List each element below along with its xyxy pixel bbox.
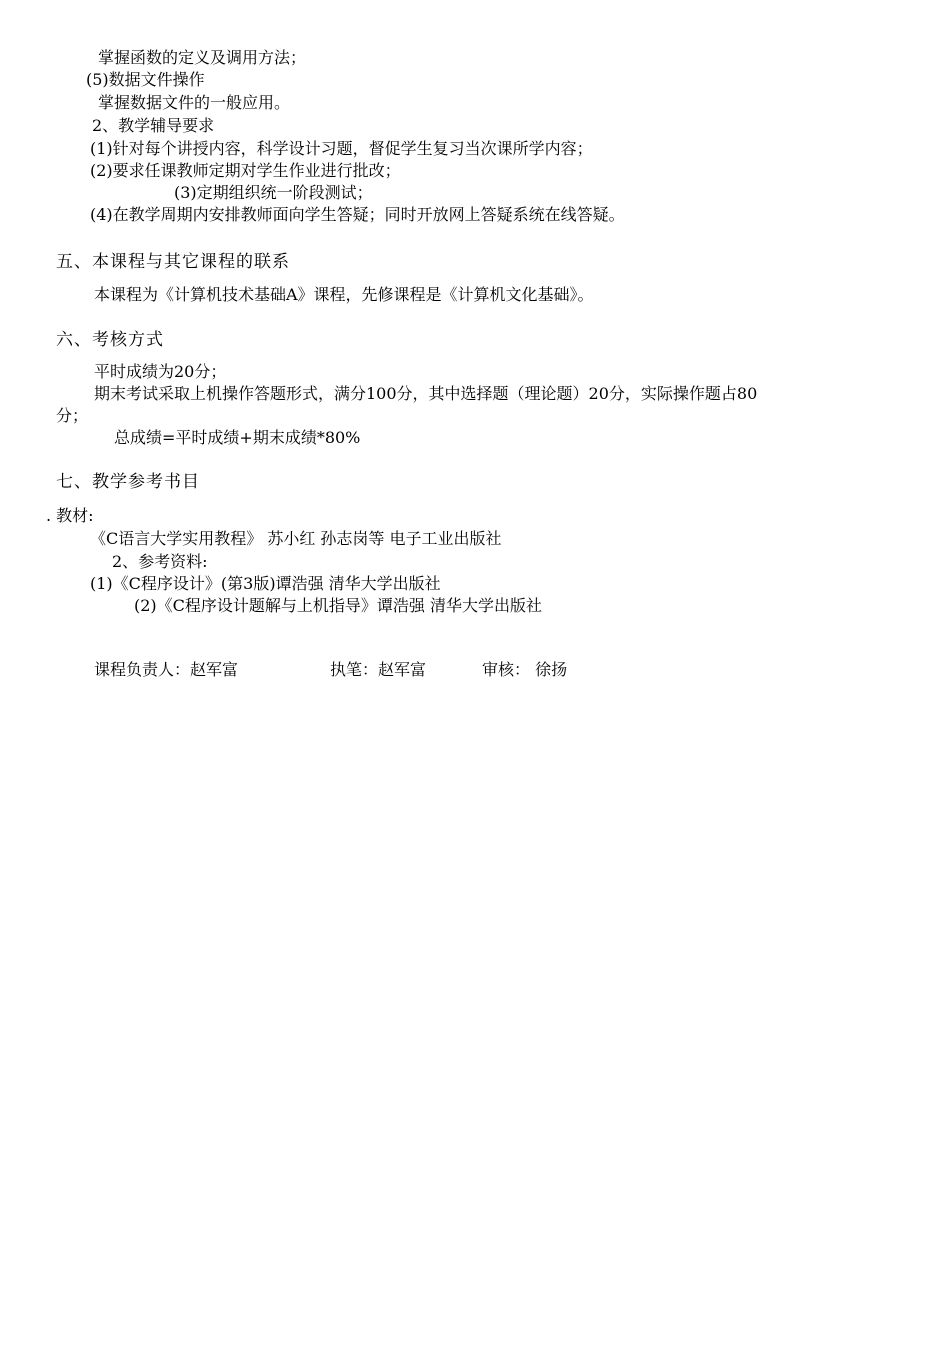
reference-2: (2)《C程序设计题解与上机指导》谭浩强 清华大学出版社 [134, 596, 542, 615]
item5-title: (5)数据文件操作 [86, 70, 205, 89]
section7-heading: 七、教学参考书目 [56, 472, 200, 492]
course-reviewer: 审核： 徐扬 [482, 660, 568, 679]
textbook-label: . 教材: [46, 506, 94, 525]
reference-1: (1)《C程序设计》(第3版)谭浩强 清华大学出版社 [90, 574, 441, 593]
textbook-entry: 《C语言大学实用教程》 苏小红 孙志岗等 电子工业出版社 [90, 529, 502, 548]
course-writer: 执笔：赵军富 [330, 660, 427, 679]
requirement-3: (3)定期组织统一阶段测试； [174, 183, 373, 202]
item5-text: 掌握数据文件的一般应用。 [98, 93, 291, 112]
final-exam-line-wrap: 分； [56, 406, 89, 425]
requirement-2: (2)要求任课教师定期对学生作业进行批改； [90, 161, 401, 180]
regular-score-line: 平时成绩为20分； [94, 362, 227, 381]
section6-heading: 六、考核方式 [56, 330, 164, 350]
requirement-1: (1)针对每个讲授内容，科学设计习题，督促学生复习当次课所学内容； [90, 139, 593, 158]
course-owner: 课程负责人：赵军富 [94, 660, 239, 679]
subheading-teaching-support: 2、教学辅导要求 [92, 116, 215, 135]
final-exam-line: 期末考试采取上机操作答题形式，满分100分，其中选择题（理论题）20分，实际操作题占80 [94, 384, 758, 403]
section5-text: 本课程为《计算机技术基础A》课程，先修课程是《计算机文化基础》。 [94, 285, 594, 304]
requirement-4: (4)在教学周期内安排教师面向学生答疑；同时开放网上答疑系统在线答疑。 [90, 205, 625, 224]
functions-line: 掌握函数的定义及调用方法； [98, 48, 307, 67]
total-score-line: 总成绩=平时成绩+期末成绩*80% [114, 428, 361, 447]
reference-label: 2、参考资料: [112, 552, 208, 571]
section5-heading: 五、本课程与其它课程的联系 [56, 252, 290, 272]
